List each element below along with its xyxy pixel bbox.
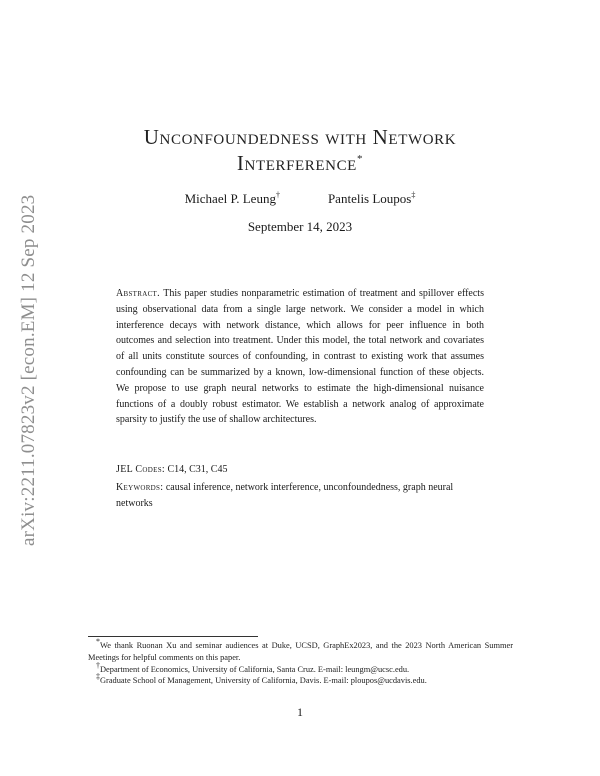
paper-date: September 14, 2023	[247, 219, 353, 234]
jel-codes	[116, 462, 484, 478]
footnote-3	[88, 672, 513, 687]
arxiv-identifier-stamp: arXiv:2211.07823v2 [econ.EM] 12 Sep 2023	[18, 194, 39, 546]
page-number: 1	[297, 705, 303, 719]
footnote-2-text: Department of Economics, University of California, Santa Cruz. E-mail: leungm@ucsc.edu.	[100, 664, 410, 674]
title-footnote-mark[interactable]: *	[356, 153, 364, 165]
title-line-2-text: Interference	[236, 151, 357, 175]
abstract-label: Abstract.	[116, 288, 160, 299]
footnotes	[88, 637, 513, 687]
jel-label: JEL Codes:	[116, 464, 165, 475]
footnote-2-mark: †	[96, 660, 100, 670]
author-2	[328, 190, 415, 208]
author-1-name: Michael P. Leung	[184, 191, 276, 206]
footnote-1-text: We thank Ruonan Xu and seminar audiences at Duke, UCSD, GraphEx2023, and the 2023 North American Summer Meetings for helpful comments on this paper.	[88, 641, 513, 662]
abstract-text: This paper studies nonparametric estimation of treatment and spillover effects using observational data from a single large network. We consider a model in which interference decays with network distance, which allows for peer influence in both outcomes and selection into treatment. Under this model, the total network and covariates of all units constitute sources of confounding, in contrast to existing work that assumes confounding can be summarized by a known, low-dimensional function of these objects. We propose to use graph neural networks to estimate the high-dimensional nuisance functions of a doubly robust estimator. We establish a network analog of approximate sparsity to justify the use of shallow architectures.	[116, 288, 484, 426]
keywords	[116, 480, 484, 512]
author-list	[100, 190, 500, 208]
footnote-2	[88, 660, 513, 676]
author-1-footnote-mark[interactable]: †	[275, 190, 280, 200]
footnote-1	[88, 637, 513, 664]
author-1	[185, 190, 280, 208]
title-line-2	[100, 150, 500, 176]
abstract	[116, 286, 484, 428]
jel-values: C14, C31, C45	[167, 464, 228, 475]
author-2-footnote-mark[interactable]: ‡	[411, 190, 416, 200]
footnote-3-text: Graduate School of Management, University of California, Davis. E-mail: ploupos@ucdavis.edu.	[100, 676, 427, 686]
title-line-1: Unconfoundedness with Network	[143, 125, 457, 149]
footnote-divider	[88, 636, 258, 637]
keywords-label: Keywords:	[116, 482, 164, 493]
footnote-1-mark: *	[96, 637, 100, 647]
author-2-name: Pantelis Loupos	[327, 191, 412, 206]
paper-title	[100, 124, 500, 176]
keywords-values: causal inference, network interference, unconfoundedness, graph neural networks	[116, 482, 454, 509]
footnote-3-mark: ‡	[96, 672, 100, 682]
